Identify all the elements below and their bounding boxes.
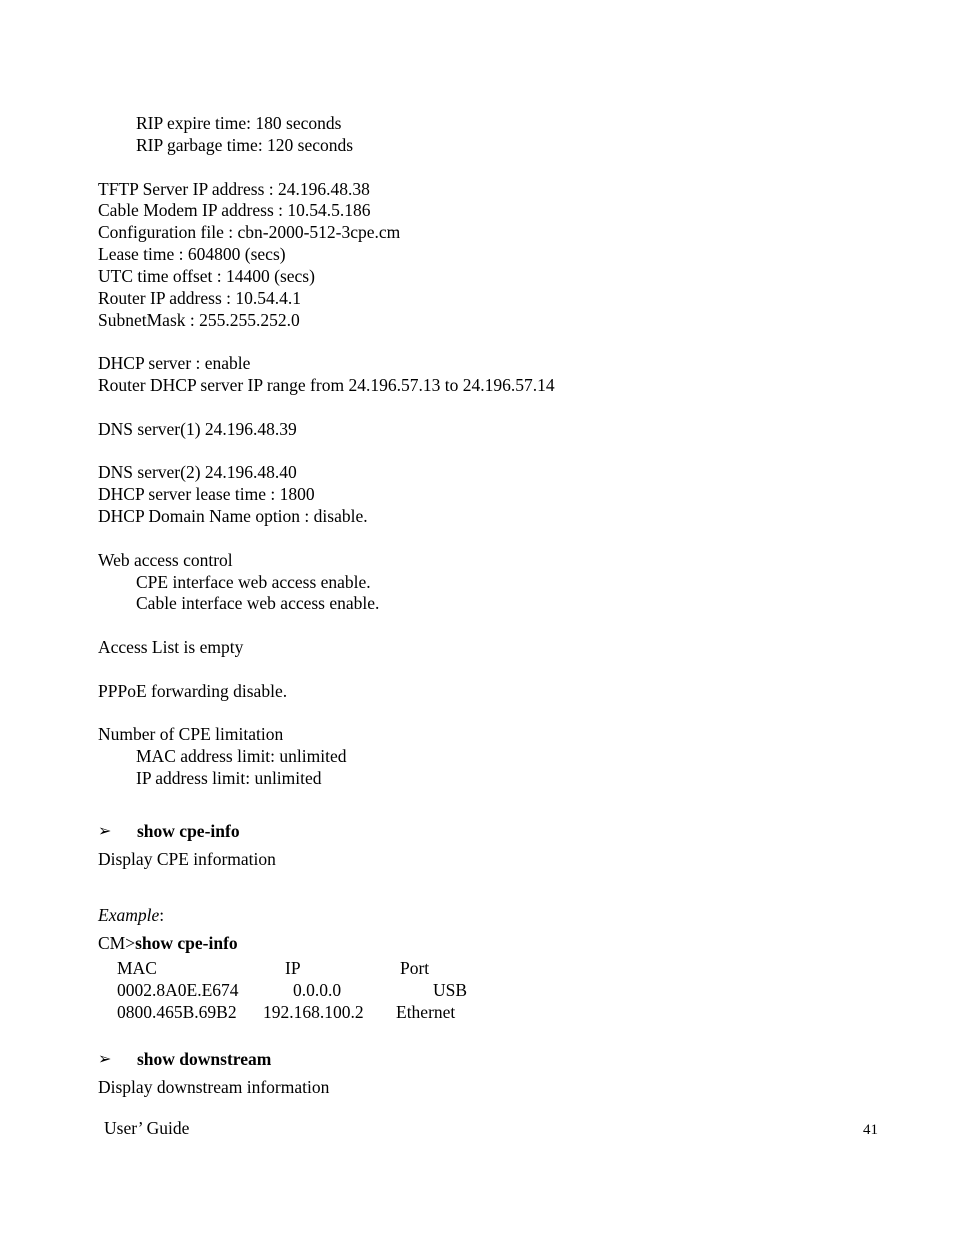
- example-colon: :: [159, 905, 165, 925]
- page-number: 41: [863, 1122, 878, 1138]
- mac-limit-line: MAC address limit: unlimited: [136, 746, 347, 766]
- web-access-heading: Web access control: [98, 550, 233, 570]
- dhcp-server-line: DHCP server : enable: [98, 353, 251, 373]
- arrow-bullet-icon: ➢: [98, 1051, 112, 1068]
- cli-prompt: CM>: [98, 933, 136, 953]
- cli-command: show cpe-info: [135, 933, 238, 953]
- lease-time-line: Lease time : 604800 (secs): [98, 244, 286, 264]
- router-ip-line: Router IP address : 10.54.4.1: [98, 288, 302, 308]
- footer-guide-label: User’ Guide: [104, 1118, 190, 1138]
- table-cell-mac: 0002.8A0E.E674: [117, 980, 239, 1000]
- config-file-line: Configuration file : cbn-2000-512-3cpe.cm: [98, 222, 401, 242]
- dns1-line: DNS server(1) 24.196.48.39: [98, 419, 297, 439]
- dhcp-lease-line: DHCP server lease time : 1800: [98, 484, 315, 504]
- utc-offset-line: UTC time offset : 14400 (secs): [98, 266, 315, 286]
- arrow-bullet-icon: ➢: [98, 823, 112, 840]
- pppoe-line: PPPoE forwarding disable.: [98, 681, 288, 701]
- rip-garbage-line: RIP garbage time: 120 seconds: [136, 135, 354, 155]
- cable-modem-ip-line: Cable Modem IP address : 10.54.5.186: [98, 200, 371, 220]
- cable-web-access-line: Cable interface web access enable.: [136, 593, 380, 613]
- table-cell-port: USB: [433, 980, 468, 1000]
- access-list-line: Access List is empty: [98, 637, 244, 657]
- ip-limit-line: IP address limit: unlimited: [136, 768, 322, 788]
- table-header-mac: MAC: [117, 958, 157, 978]
- table-cell-ip: 0.0.0.0: [293, 980, 342, 1000]
- table-header-port: Port: [400, 958, 430, 978]
- rip-expire-line: RIP expire time: 180 seconds: [136, 113, 342, 133]
- cpe-info-description: Display CPE information: [98, 849, 276, 869]
- example-label-line: [98, 905, 164, 926]
- table-cell-ip: 192.168.100.2: [263, 1002, 364, 1022]
- table-header-ip: IP: [285, 958, 301, 978]
- dhcp-range-line: Router DHCP server IP range from 24.196.57.13 to 24.196.57.14: [98, 375, 555, 395]
- downstream-description: Display downstream information: [98, 1077, 330, 1097]
- table-cell-port: Ethernet: [396, 1002, 456, 1022]
- tftp-server-line: TFTP Server IP address : 24.196.48.38: [98, 179, 370, 199]
- cpe-info-command-heading: show cpe-info: [137, 821, 240, 841]
- cpe-limit-heading: Number of CPE limitation: [98, 724, 284, 744]
- example-label: Example: [98, 905, 160, 925]
- subnet-mask-line: SubnetMask : 255.255.252.0: [98, 310, 300, 330]
- downstream-command-heading: show downstream: [137, 1049, 272, 1069]
- dhcp-domain-line: DHCP Domain Name option : disable.: [98, 506, 368, 526]
- table-cell-mac: 0800.465B.69B2: [117, 1002, 237, 1022]
- cpe-web-access-line: CPE interface web access enable.: [136, 572, 371, 592]
- dns2-line: DNS server(2) 24.196.48.40: [98, 462, 297, 482]
- example-command-line: [98, 933, 238, 954]
